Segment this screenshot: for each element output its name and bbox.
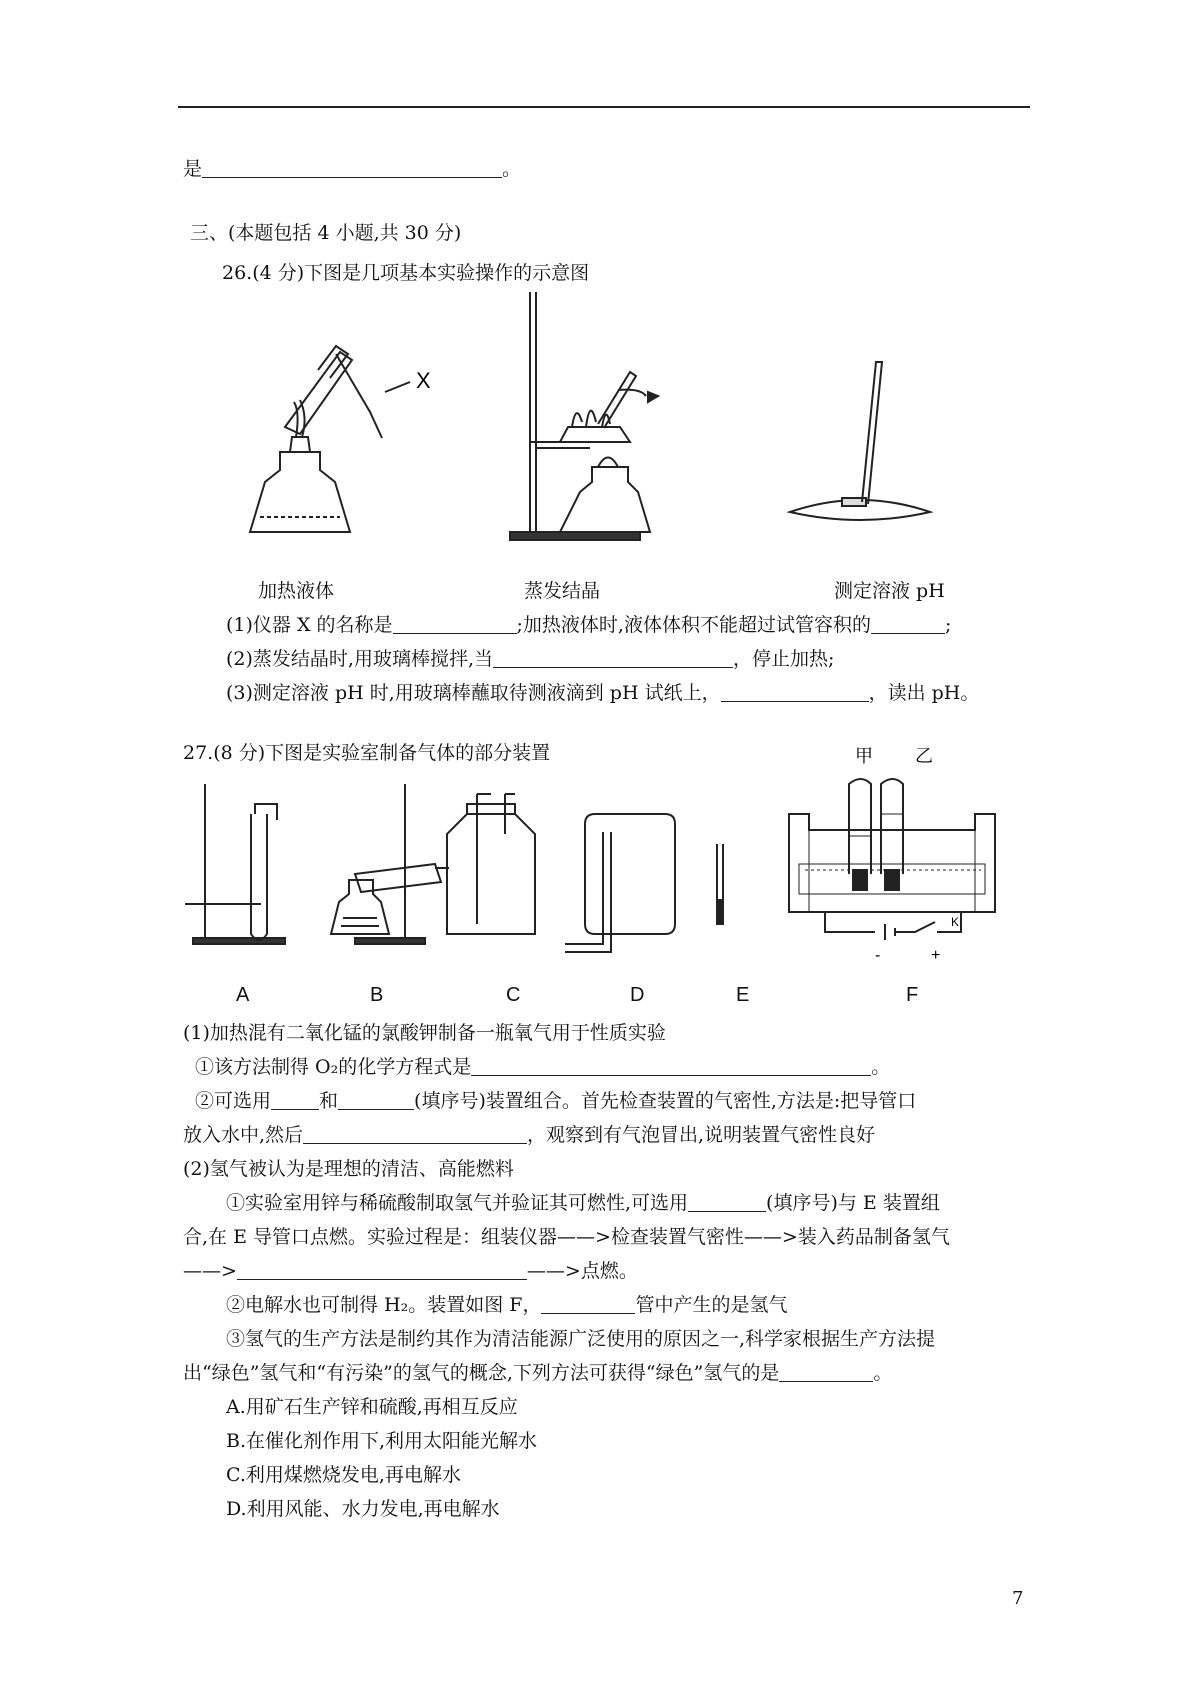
answer-blank[interactable] xyxy=(338,1089,414,1110)
label-jia: 甲 xyxy=(855,746,873,766)
q27-part2-1 xyxy=(226,1190,940,1216)
text: ，读出 pH。 xyxy=(868,682,980,704)
q27-title: 27.(8 分)下图是实验室制备气体的部分装置 xyxy=(183,742,551,764)
q26-sub2 xyxy=(226,646,834,672)
answer-blank[interactable] xyxy=(541,1293,635,1314)
q27-part2-3 xyxy=(183,1258,638,1284)
text: ②可选用 xyxy=(195,1090,272,1112)
option-d: D.利用风能、水力发电,再电解水 xyxy=(226,1498,500,1520)
q26-diagrams xyxy=(230,292,990,572)
text: ①该方法制得 O₂的化学方程式是 xyxy=(195,1056,472,1078)
apparatus-c xyxy=(447,794,535,934)
header-rule xyxy=(178,106,1030,108)
answer-blank[interactable] xyxy=(493,647,733,668)
ph-test-diagram xyxy=(790,362,930,520)
text: ——> xyxy=(183,1260,237,1282)
letter-b: B xyxy=(370,984,384,1006)
text: ①实验室用锌与稀硫酸制取氢气并验证其可燃性,可选用 xyxy=(226,1192,689,1214)
answer-blank[interactable] xyxy=(202,157,502,178)
text: ;加热液体时,液体体积不能超过试管容积的 xyxy=(516,614,871,636)
page-number: 7 xyxy=(1012,1588,1024,1609)
text: (1)仪器 X 的名称是 xyxy=(226,614,393,636)
q27-part2-5: ③氢气的生产方法是制约其作为清洁能源广泛使用的原因之一,科学家根据生产方法提 xyxy=(226,1328,936,1350)
text: ②电解水也可制得 H₂。装置如图 F， xyxy=(226,1294,542,1316)
answer-blank[interactable] xyxy=(871,613,945,634)
answer-blank[interactable] xyxy=(393,613,517,634)
q27-part2-4 xyxy=(226,1292,787,1318)
q26-title: 26.(4 分)下图是几项基本实验操作的示意图 xyxy=(222,262,590,284)
text: ，观察到有气泡冒出,说明装置气密性良好 xyxy=(527,1124,876,1146)
caption-evaporation: 蒸发结晶 xyxy=(524,580,601,602)
label-minus: - xyxy=(875,947,881,964)
q27-part1: (1)加热混有二氧化锰的氯酸钾制备一瓶氧气用于性质实验 xyxy=(183,1022,666,1044)
apparatus-b xyxy=(331,784,449,944)
text: ，停止加热; xyxy=(733,648,835,670)
apparatus-f xyxy=(789,779,995,940)
label-x: X xyxy=(416,368,431,393)
q27-part1-3 xyxy=(183,1122,875,1148)
section-3-heading: 三、(本题包括 4 小题,共 30 分) xyxy=(190,222,462,244)
q27-part1-1 xyxy=(195,1054,890,1080)
letter-e: E xyxy=(736,984,750,1006)
option-b: B.在催化剂作用下,利用太阳能光解水 xyxy=(226,1430,538,1452)
apparatus-e xyxy=(717,844,723,924)
answer-blank[interactable] xyxy=(688,1191,766,1212)
q26-sub1 xyxy=(226,612,951,638)
text: (2)蒸发结晶时,用玻璃棒搅拌,当 xyxy=(226,648,493,670)
evaporation-diagram xyxy=(510,292,658,540)
apparatus-d xyxy=(565,814,675,952)
answer-blank[interactable] xyxy=(721,681,869,702)
answer-blank[interactable] xyxy=(471,1055,871,1076)
text: (填序号)与 E 装置组 xyxy=(766,1192,940,1214)
q27-part2: (2)氢气被认为是理想的清洁、高能燃料 xyxy=(183,1158,514,1180)
continued-line xyxy=(183,156,521,182)
text: 出“绿色”氢气和“有污染”的氢气的概念,下列方法可获得“绿色”氢气的是 xyxy=(183,1362,780,1384)
answer-blank[interactable] xyxy=(779,1361,873,1382)
option-c: C.利用煤燃烧发电,再电解水 xyxy=(226,1464,461,1486)
apparatus-a xyxy=(185,784,285,944)
label-plus: + xyxy=(931,947,941,964)
label-k: K xyxy=(951,915,960,929)
text: 是 xyxy=(183,158,203,180)
q27-part2-2: 合,在 E 导管口点燃。实验过程是：组装仪器——>检查装置气密性——>装入药品制备氢气 xyxy=(183,1226,950,1248)
label-yi: 乙 xyxy=(915,746,933,766)
text: 和 xyxy=(319,1090,339,1112)
text: (3)测定溶液 pH 时,用玻璃棒蘸取待测液滴到 pH 试纸上， xyxy=(226,682,721,704)
caption-ph: 测定溶液 pH xyxy=(834,580,945,602)
letter-f: F xyxy=(906,984,919,1006)
text: ; xyxy=(944,614,952,636)
text: 。 xyxy=(873,1362,893,1384)
q27-part2-6 xyxy=(183,1360,892,1386)
answer-blank[interactable] xyxy=(237,1259,527,1280)
letter-a: A xyxy=(236,984,250,1006)
option-a: A.用矿石生产锌和硫酸,再相互反应 xyxy=(226,1396,518,1418)
text: 。 xyxy=(502,158,522,180)
answer-blank[interactable] xyxy=(271,1089,319,1110)
text: 放入水中,然后 xyxy=(183,1124,304,1146)
answer-blank[interactable] xyxy=(303,1123,527,1144)
text: ——>点燃。 xyxy=(526,1260,638,1282)
text: 。 xyxy=(871,1056,891,1078)
q26-sub3 xyxy=(226,680,979,706)
text: (填序号)装置组合。首先检查装置的气密性,方法是:把导管口 xyxy=(414,1090,917,1112)
q27-part1-2 xyxy=(195,1088,916,1114)
letter-d: D xyxy=(630,984,645,1006)
letter-c: C xyxy=(506,984,521,1006)
text: 管中产生的是氢气 xyxy=(635,1294,788,1316)
caption-heating-liquid: 加热液体 xyxy=(258,580,335,602)
heating-liquid-diagram xyxy=(250,346,410,532)
